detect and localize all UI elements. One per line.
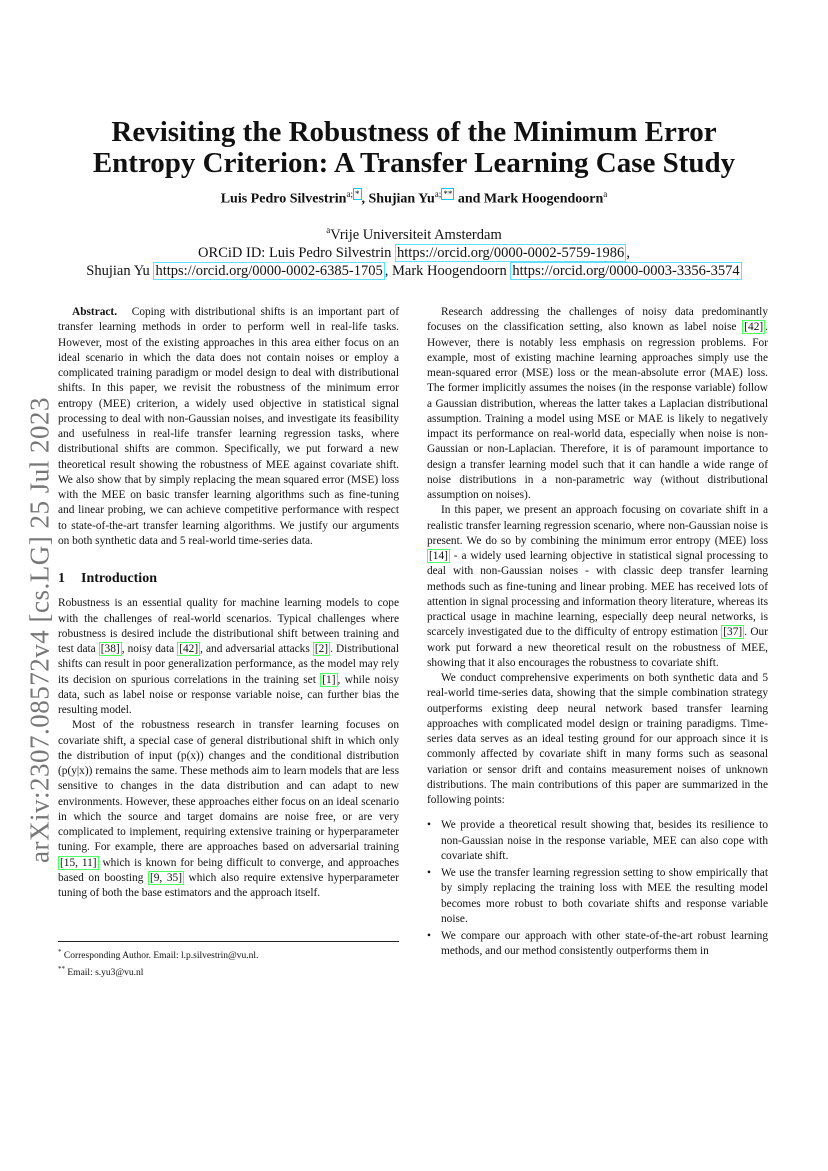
author-1-name: Luis Pedro Silvestrin	[220, 191, 347, 207]
citation-link[interactable]: [14]	[429, 550, 448, 562]
citation-link[interactable]: [37]	[723, 626, 743, 639]
footnote-2-mark: **	[58, 964, 65, 973]
citation-link[interactable]: [1]	[322, 673, 336, 686]
section-title: Introduction	[81, 571, 157, 586]
author-1-affil-mark: a	[346, 189, 351, 199]
author-2-affil-mark: a	[434, 189, 439, 199]
orcid-link-hoogendoorn[interactable]: https://orcid.org/0000-0003-3356-3574	[512, 262, 740, 279]
abstract-text: Coping with distributional shifts is an important part of transfer learning methods in order to perform well in real-life tasks. However, most of the existing approaches in this area either focus on an ideal scenario in which the data does not contain noises or employ a complicated training paradigm or model design to deal with distributional shifts. In this paper, we revisit the robustness of the minimum error entropy (MEE) criterion, a widely used objective in statistical signal processing to deal with non-Gaussian noises, and investigate its feasibility and usefulness in real-life transfer learning regression tasks, where distributional shifts are common. Specifically, we put forward a new theoretical result showing the robustness of MEE against covariate shift. We also show that by simply replacing the mean squared error (MSE) loss with the MEE on basic transfer learning algorithms such as fine-tuning and linear probing, we can achieve competitive performance with respect to state-of-the-art transfer learning algorithms. We justify our arguments on both synthetic data and 5 real-world time-series data.	[58, 306, 399, 547]
contributions-list	[427, 818, 768, 959]
left-column	[58, 305, 399, 901]
author-line: Luis Pedro Silvestrin$^{a; *}$ , Shujian $Yu^{a; **}$ and Mark Hoogendoorn$^a$	[220, 189, 608, 207]
author-3-affil-mark: a	[603, 189, 608, 199]
orcid-sep: ,	[626, 244, 630, 261]
citation-link[interactable]: [38]	[100, 643, 120, 655]
arxiv-watermark	[20, 380, 60, 880]
intro-paragraph-2: Most of the robustness research in transfer learning focuses on covariate shift, a special case of general distributional shift in which only the distribution of input (p(x)) changes and the conditional distribution (p(y|x)) remains the same. These methods aim to learn models that are less sensitive to changes in the data distribution and can adapt to new environments. However, these approaches either focus on an ideal scenario in which the source and target domains are noise free, or are very complicated to implement, requiring extensive training or hyperparameter tuning. For example, there are approaches based on adversarial training [15, 11] which is known for being difficult to converge, and approaches based on boosting [9, 35] which also require extensive hyperparameter tuning of both the base estimators and the approach itself.	[58, 719, 400, 899]
footnote-1-text: Corresponding Author. Email: l.p.silvestrin@vu.nl.	[63, 951, 259, 962]
right-paragraph-2: In this paper, we present an approach focusing on covariate shift in a realistic transfer learning regression scenario, where non-Gaussian noise is present. We do so by combining the minimum error entropy (MEE) loss [14] - a widely used learning objective in statistical signal processing to deal with non-Gaussian noises - with classic deep transfer learning methods such as fine-tuning and linear probing. MEE has received lots of attention in signal processing and information theory literature, whereas its practical usage in machine learning, especially deep neural networks, is scarcely investigated due to the difficulty of entropy estimation [37] . Our work put forward a new theoretical result on the robustness of MEE, showing that it also encourages the robustness to covariate shift.	[427, 504, 768, 669]
author-3-name: and Mark Hoogendoorn	[457, 191, 604, 207]
footnote-1-mark: *	[58, 948, 62, 956]
author-1-footnote-link[interactable]: *	[355, 189, 360, 199]
contribution-item: • We use the transfer learning regression setting to show empirically that by simply replacing the training loss with MEE the resulting model becomes more robust to both covariate shifts and response variable noise.	[427, 866, 768, 927]
citation-link[interactable]: [15, 11]	[60, 856, 97, 869]
orcid-link-silvestrin[interactable]: https://orcid.org/0000-0002-5759-1986	[397, 244, 625, 261]
contribution-item: • We provide a theoretical result showing that, besides its resilience to non-Gaussian noise in the response variable, MEE can also cope with covariate shift.	[427, 818, 768, 864]
footnote-2-text: Email: s.yu3@vu.nl	[67, 967, 144, 978]
footnote-2	[58, 963, 399, 980]
footnotes	[58, 941, 399, 979]
contribution-item: • We compare our approach with other state-of-the-art robust learning methods, and our method consistently outperforms them in	[427, 929, 768, 960]
affiliation-name: Vrije Universiteit Amsterdam	[330, 226, 502, 243]
author-2-name: Shujian Yu	[368, 191, 435, 207]
citation-link[interactable]: [9, 35]	[149, 871, 182, 884]
orcid-label: ORCiD ID: Luis Pedro Silvestrin	[198, 244, 392, 261]
footnote-1	[58, 946, 399, 963]
intro-paragraph-1: Robustness is an essential quality for machine learning models to cope with the challenges of real-world scenarios. Typical challenges where robustness is desired include the distributional shift between training and test data [38] , noisy data [42] , and adversarial attacks [2] . Distributional shifts can result in poor generalization performance, as the model may rely its decision on spurious correlations in the training set [1] , while noisy data, such as label noise or response variable noise, can further bias the resulting model.	[58, 597, 399, 716]
author-2-footnote-link[interactable]: **	[443, 189, 453, 199]
section-number: 1	[58, 571, 65, 586]
section-heading-introduction	[58, 571, 399, 586]
orcid-line-1	[40, 244, 788, 262]
right-paragraph-3: We conduct comprehensive experiments on both synthetic data and 5 real-world time-series data, showing that the simple combination strategy outperforms existing deep neural network based transfer learning approaches with complicated model design or training paradigms. Time-series data serves as an ideal testing ground for our approach since it is commonly affected by covariate shift in many forms such as seasonal variation or sensor drift and contains measurement noises of unknown distributions. The main contributions of this paper are summarized in the following points:	[427, 672, 768, 806]
orcid-link-yu[interactable]: https://orcid.org/0000-0002-6385-1705	[155, 262, 383, 279]
orcid-name-hoogendoorn: , Mark Hoogendoorn	[384, 262, 507, 279]
arxiv-id: arXiv:2307.08572v4 [cs.LG] 25 Jul 2023	[24, 397, 55, 863]
affiliation-block	[40, 221, 788, 280]
abstract-label: Abstract.	[72, 306, 118, 318]
abstract	[58, 305, 399, 549]
affiliation-mark: a	[326, 225, 331, 235]
right-column	[427, 305, 768, 962]
right-paragraph-1: Research addressing the challenges of noisy data predominantly focuses on the classification setting, also known as label noise [42] . However, there is notably less emphasis on regression problems. For example, most of existing machine learning approaches simply use the mean-squared error (MSE) loss or the mean-absolute error (MAE) loss. The former implicitly assumes the noises (in the response variable) follow a Gaussian distribution, whereas the latter takes a Laplacian distributional assumption. Training a model using MSE or MAE is likely to negatively impact its performance on real-world data, especially when noise is non-Gaussian or non-Laplacian. Therefore, it is of paramount importance to design a transfer learning model such that it can handle a wide range of noise distributions in a non-parametric way (without distributional assumption on noises).	[427, 306, 768, 501]
citation-link[interactable]: [42]	[179, 643, 199, 655]
paper-title: Revisiting the Robustness of the Minimum Error Entropy Criterion: A Transfer Learning Case Study	[92, 116, 736, 179]
orcid-line-2	[40, 262, 788, 280]
affiliation-line	[40, 221, 788, 244]
citation-link[interactable]: [42]	[744, 321, 764, 334]
citation-link[interactable]: [2]	[314, 643, 329, 655]
orcid-name-yu: Shujian Yu	[86, 262, 150, 279]
